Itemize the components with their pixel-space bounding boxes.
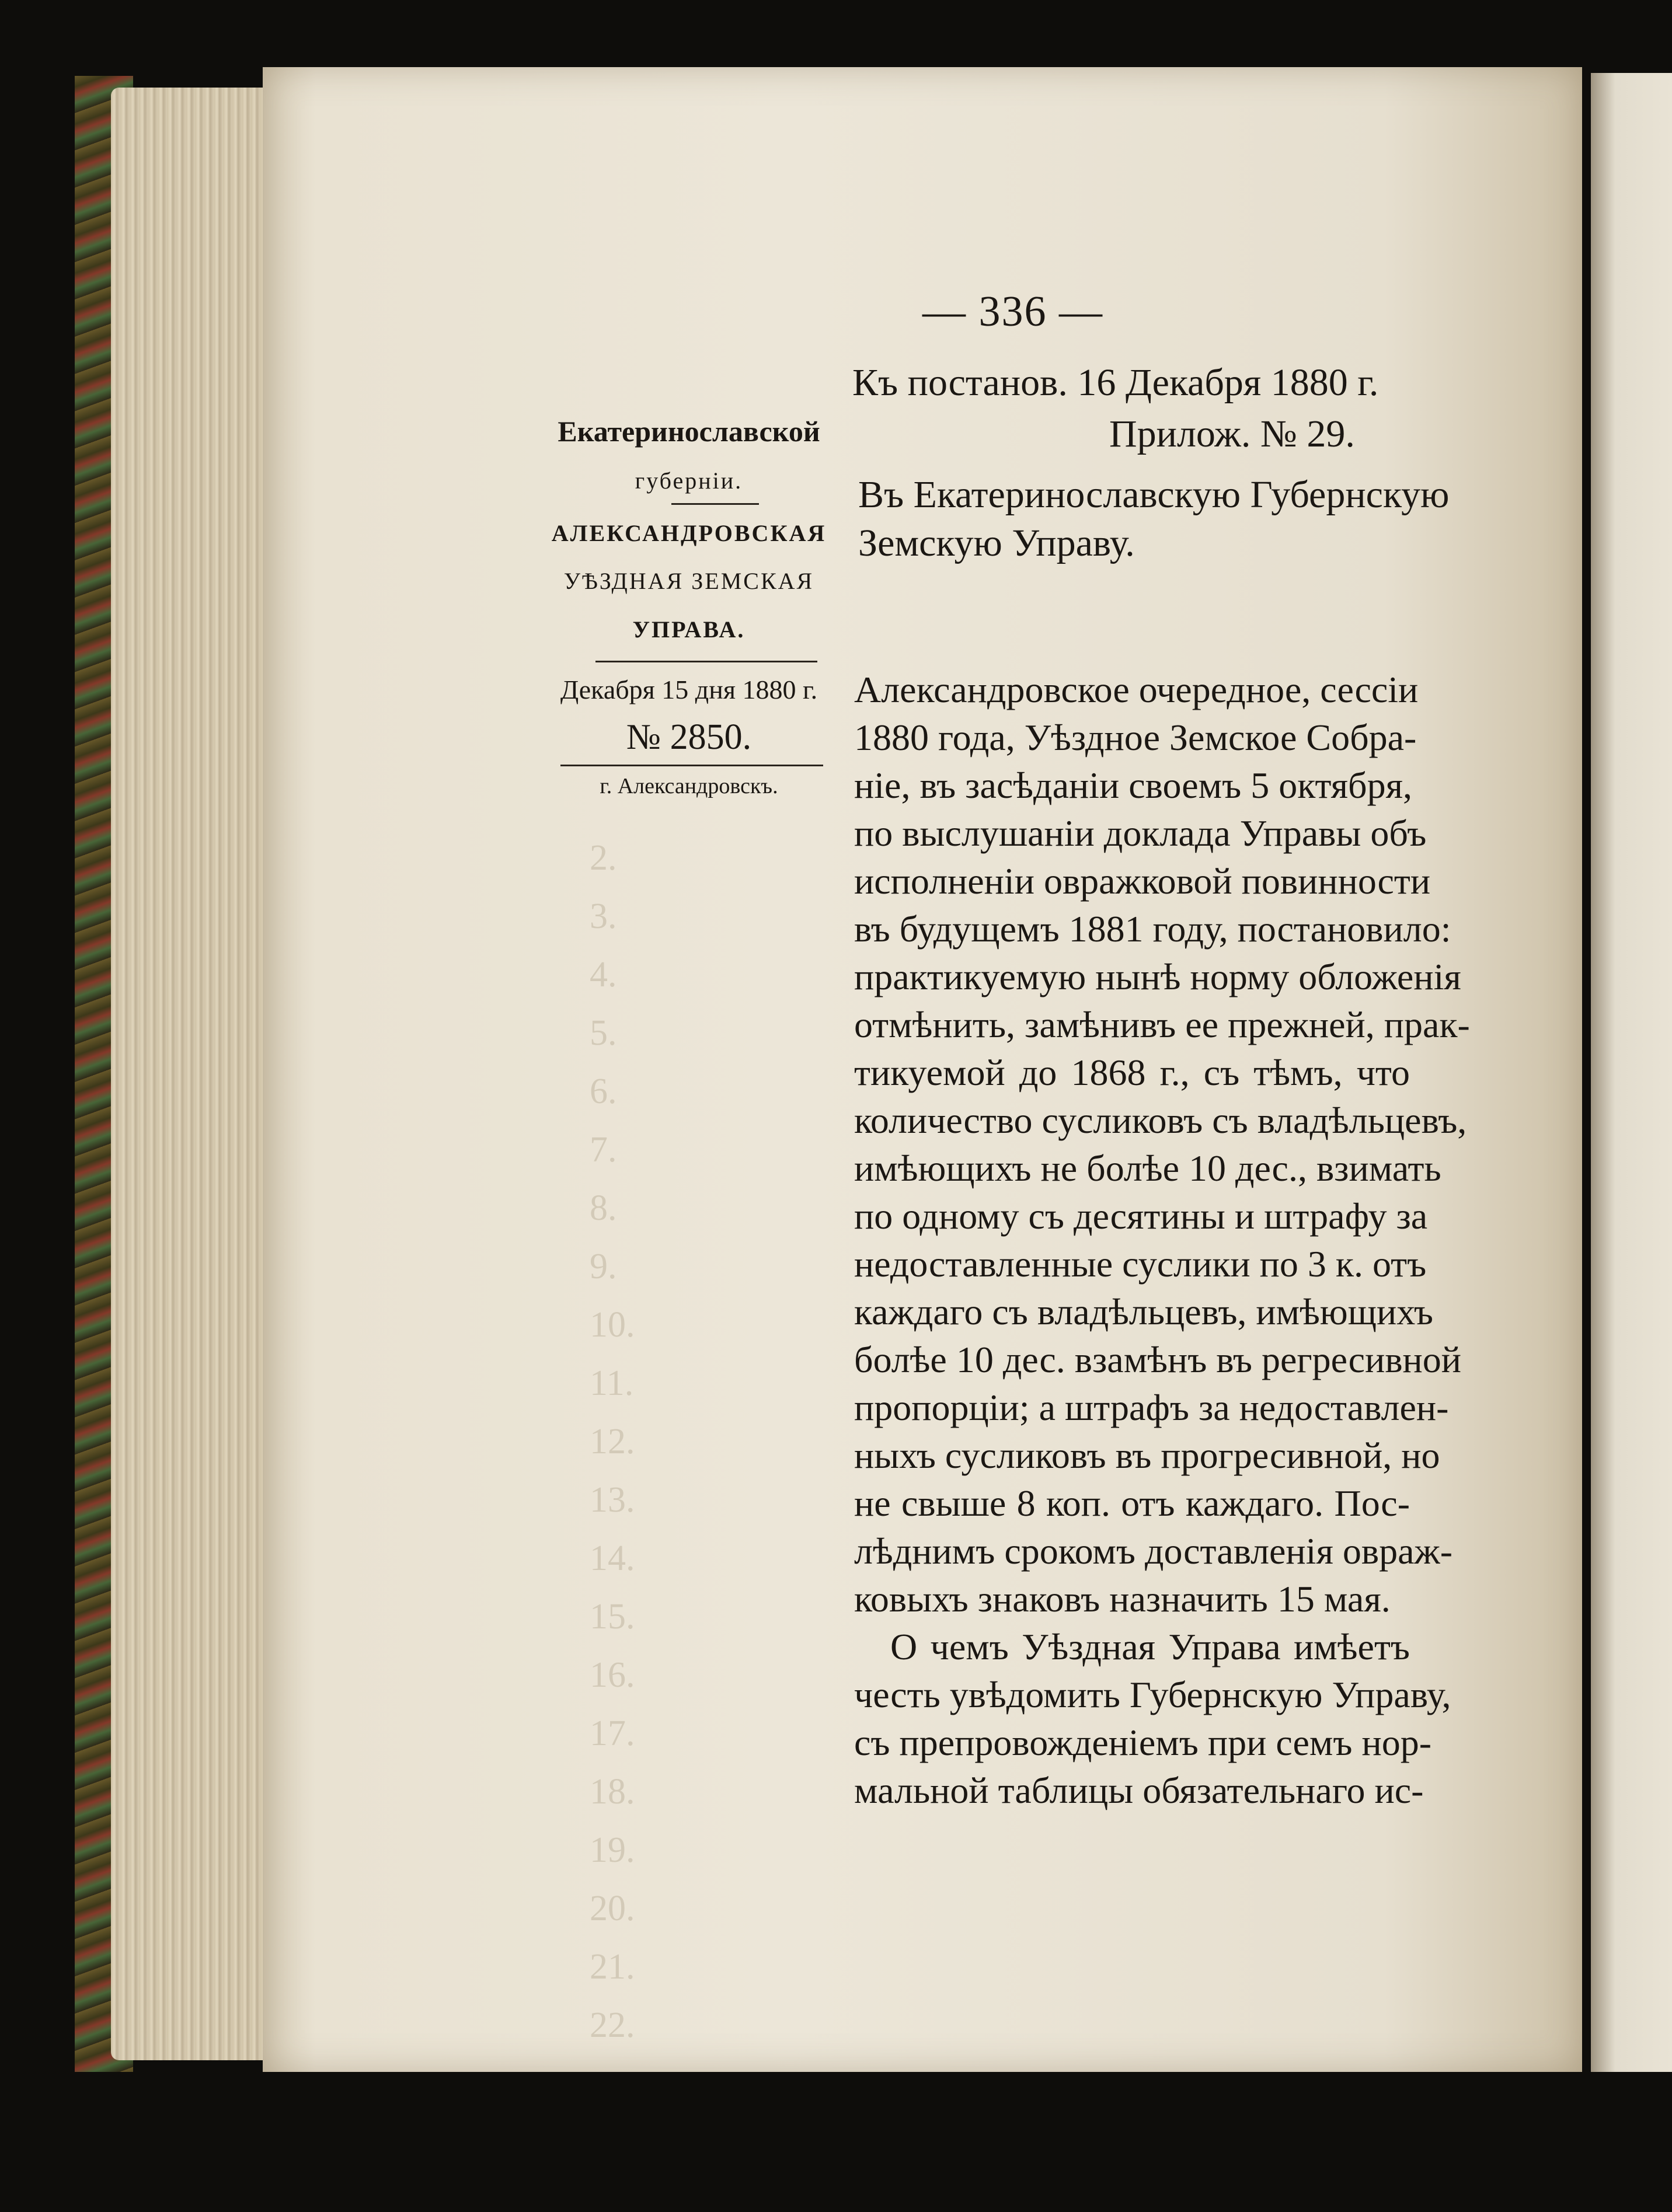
sender-province-2: губерніи. bbox=[635, 467, 743, 494]
body-line: мальной таблицы обязательнаго ис- bbox=[854, 1770, 1424, 1811]
body-line: не свыше 8 коп. отъ каждаго. Пос- bbox=[854, 1482, 1410, 1524]
body-line: тикуемой до 1868 г., съ тѣмъ, что bbox=[854, 1052, 1410, 1093]
divider bbox=[560, 765, 823, 766]
body-line: по выслушаніи доклада Управы объ bbox=[854, 812, 1427, 854]
facing-page-edge bbox=[1591, 73, 1672, 2072]
divider bbox=[595, 661, 817, 662]
addressee-line-2: Земскую Управу. bbox=[858, 522, 1135, 564]
sender-date: Декабря 15 дня 1880 г. bbox=[560, 675, 818, 704]
attachment-number: Прилож. № 29. bbox=[1109, 413, 1355, 455]
body-line: лѣднимъ срокомъ доставленія овраж- bbox=[854, 1530, 1453, 1572]
body-line: честь увѣдомить Губернскую Управу, bbox=[854, 1674, 1451, 1715]
body-line: Александровское очередное, сессіи bbox=[854, 669, 1419, 710]
sender-office-3: УПРАВА. bbox=[632, 616, 746, 643]
divider bbox=[671, 503, 759, 505]
body-line: въ будущемъ 1881 году, постановило: bbox=[854, 908, 1451, 950]
body-line: отмѣнить, замѣнивъ ее прежней, прак- bbox=[854, 1004, 1470, 1045]
body-line: О чемъ Уѣздная Управа имѣетъ bbox=[890, 1626, 1410, 1667]
body-line: болѣе 10 дес. взамѣнъ въ регресивной bbox=[854, 1339, 1462, 1380]
body-line: пропорціи; а штрафъ за недоставлен- bbox=[854, 1387, 1449, 1428]
outgoing-number: № 2850. bbox=[626, 717, 752, 757]
body-line: имѣющихъ не болѣе 10 дес., взимать bbox=[854, 1147, 1441, 1189]
page-number: — 336 — bbox=[922, 288, 1103, 336]
body-line: количество сусликовъ съ владѣльцевъ, bbox=[854, 1100, 1467, 1141]
body-line: недоставленные суслики по 3 к. отъ bbox=[854, 1243, 1427, 1285]
body-line: ковыхъ знаковъ назначить 15 мая. bbox=[854, 1578, 1391, 1620]
sender-office-1: АЛЕКСАНДРОВСКАЯ bbox=[551, 520, 827, 546]
body-line: 1880 года, Уѣздное Земское Собра- bbox=[854, 717, 1417, 758]
body-line: ніе, въ засѣданіи своемъ 5 октября, bbox=[854, 765, 1413, 806]
sender-province: Екатеринославской bbox=[558, 415, 820, 448]
sender-office-2: УѢЗДНАЯ ЗЕМСКАЯ bbox=[563, 568, 814, 594]
addressee-line-1: Въ Екатеринославскую Губернскую bbox=[858, 473, 1450, 516]
resolution-reference: Къ постанов. 16 Декабря 1880 г. bbox=[852, 361, 1379, 404]
body-line: ныхъ сусликовъ въ прогресивной, но bbox=[854, 1435, 1440, 1476]
body-line: исполненіи овражковой повинности bbox=[854, 860, 1431, 902]
body-line: съ препровожденіемъ при семъ нор- bbox=[854, 1722, 1432, 1763]
page-edges bbox=[111, 88, 280, 2060]
body-line: по одному съ десятины и штрафу за bbox=[854, 1195, 1428, 1237]
sender-place: г. Александровскъ. bbox=[600, 774, 778, 798]
show-through-text: 2. 3. 4. 5. 6. 7. 8. 9. 10. 11. 12. 13. 14. 15. 16. 17. 18. 19. 20. 21. 22. bbox=[590, 838, 635, 2045]
body-line: каждаго съ владѣльцевъ, имѣющихъ bbox=[854, 1291, 1433, 1332]
body-line: практикуемую нынѣ норму обложенія bbox=[854, 956, 1461, 997]
